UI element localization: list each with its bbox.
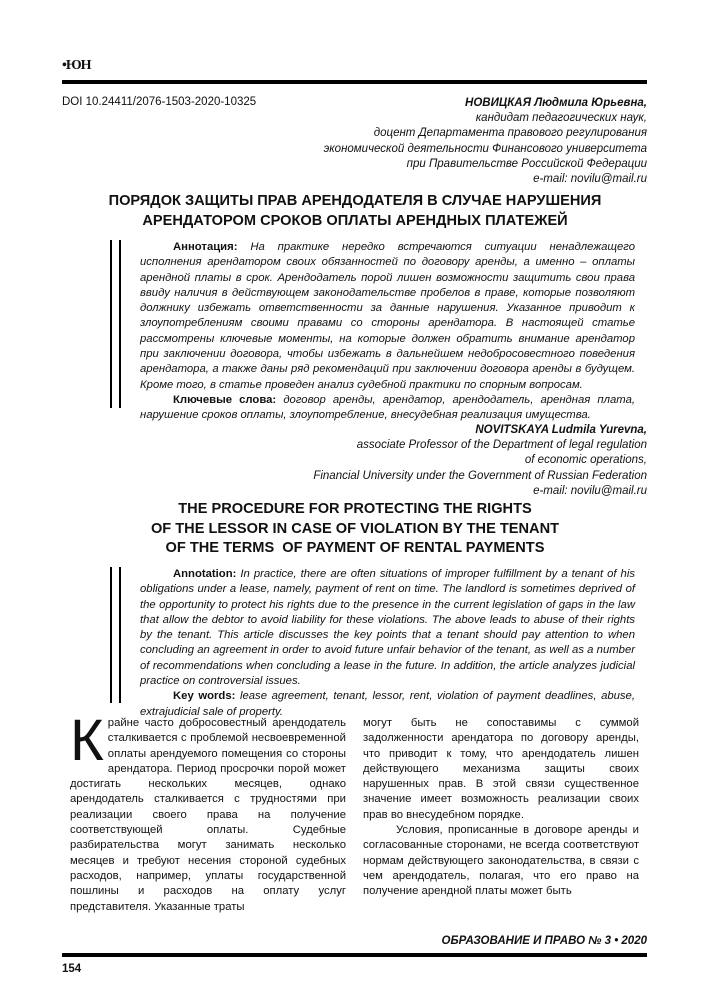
abstract-ru bbox=[140, 240, 635, 424]
author-name-en: NOVITSKAYA Ludmila Yurevna, bbox=[475, 424, 647, 436]
body-paragraph: райне часто добросовестный арендодатель сталкивается с проблемой несвоевременной оплаты арендуемого помещения со стороны арендатора. Период просрочки порой может достигать нескольких месяцев, однако арендодатель сталкивается с трудностями при реализации своего права на получение соответствующей оплаты. Судебные разбирательства могут занимать несколько месяцев и требуют несения стороной судебных расходов, например, уплаты государственной пошлины и расходов на оплату услуг представителя. Указанные траты bbox=[70, 717, 346, 913]
author-info-en bbox=[313, 423, 647, 499]
header-rule bbox=[62, 80, 647, 84]
author-affiliation-en: Financial University under the Government of Russian Federation bbox=[313, 469, 647, 482]
footer-rule bbox=[62, 953, 647, 957]
body-column-right bbox=[363, 716, 639, 900]
keywords-ru: договор аренды, арендатор, арендодатель, арендная плата, нарушение сроков оплаты, злоупотребление, внесудебная реализация имущества. bbox=[140, 393, 636, 422]
journal-issue: ОБРАЗОВАНИЕ И ПРАВО № 3 • 2020 bbox=[441, 935, 647, 947]
author-info-ru bbox=[324, 96, 647, 187]
body-paragraph: могут быть не сопоставимы с суммой задолженности арендатора по договору аренды, что приводит к тому, что арендодатель лишен действующего механизма защиты своих нарушенных прав. В этой связи существенное значение имеет возможность реализации своих прав во внесудебном порядке. bbox=[363, 717, 639, 821]
abstract-text-en: In practice, there are often situations of improper fulfillment by a tenant of his obligations under a lease, namely, payment of rent on time. The landlord is sometimes deprived of the opportunity to protect his rights due to the presence in the current legislation of gaps in the law that allow the debtor to avoid liability for these violations. The above leads to abuse of their rights by the tenant. This article discusses the key points that a tenant should pay attention to when concluding an agreement in order to avoid future unfair behavior of the tenant, as well as a number of recommendations when concluding a lease in the future. In addition, the article analyzes judicial practice on controversial issues. bbox=[140, 568, 635, 688]
author-position-ru: доцент Департамента правового регулирования bbox=[373, 127, 647, 140]
title-en-line: THE PROCEDURE FOR PROTECTING THE RIGHTS bbox=[178, 501, 532, 517]
abstract-label-en: Annotation: bbox=[173, 568, 237, 580]
body-column-left bbox=[70, 708, 346, 915]
title-en-line: OF THE TERMS OF PAYMENT OF RENTAL PAYMENTS bbox=[165, 540, 545, 556]
drop-cap: К bbox=[70, 708, 104, 773]
body-paragraph: Условия, прописанные в договоре аренды и согласованные сторонами, не всегда соответствуют нормам действующего законодательства, в связи с чем арендодатель, полагая, что его право на получение арендной платы может быть bbox=[363, 824, 639, 898]
author-position-en: associate Professor of the Department of legal regulation bbox=[356, 439, 647, 452]
title-ru-line: АРЕНДАТОРОМ СРОКОВ ОПЛАТЫ АРЕНДНЫХ ПЛАТЕЖЕЙ bbox=[142, 212, 568, 229]
keywords-label-en: Key words: bbox=[173, 690, 236, 703]
abstract-side-rule bbox=[110, 240, 121, 408]
abstract-en bbox=[140, 567, 635, 720]
author-degree-ru: кандидат педагогических наук, bbox=[475, 112, 647, 125]
title-en-line: OF THE LESSOR IN CASE OF VIOLATION BY THE TENANT bbox=[150, 520, 560, 537]
author-position2-en: of economic operations, bbox=[524, 454, 647, 467]
doi: DOI 10.24411/2076-1503-2020-10325 bbox=[62, 96, 257, 108]
abstract-side-rule bbox=[110, 567, 121, 703]
page-number: 154 bbox=[62, 963, 82, 975]
author-affiliation2-ru: при Правительстве Российской Федерации bbox=[406, 157, 647, 170]
keywords-label-ru: Ключевые слова: bbox=[173, 393, 277, 406]
author-email-en: e-mail: novilu@mail.ru bbox=[533, 484, 647, 497]
article-title-en bbox=[70, 500, 640, 559]
journal-logo: •ЮН bbox=[62, 58, 91, 73]
abstract-label-ru: Аннотация: bbox=[173, 241, 238, 253]
article-title-ru bbox=[70, 192, 640, 231]
title-ru-line: ПОРЯДОК ЗАЩИТЫ ПРАВ АРЕНДОДАТЕЛЯ В СЛУЧАЕ НАРУШЕНИЯ bbox=[108, 193, 602, 209]
author-affiliation-ru: экономической деятельности Финансового университета bbox=[323, 142, 647, 155]
author-name-ru: НОВИЦКАЯ Людмила Юрьевна, bbox=[465, 97, 647, 109]
abstract-text-ru: На практике нередко встречаются ситуации ненадлежащего исполнения арендатором своих обязанностей по договору аренды, а именно – оплаты арендной платы в срок. Арендодатель порой лишен возможности защитить свои права ввиду наличия в действующем законодательстве пробелов в праве, которые позволяют должнику избежать ответственности за данные нарушения. Указанное приводит к злоупотреблениям своими правами со стороны арендатора. В настоящей статье рассмотрены ключевые моменты, на которые должен обратить внимание арендатор при заключении договора, чтобы избежать в дальнейшем недобросовестного поведения арендатора, а также даны ряд рекомендаций при заключении договора аренды в будущем. Кроме того, в статье проведен анализ судебной практики по спорным вопросам. bbox=[140, 241, 635, 391]
author-email-ru: e-mail: novilu@mail.ru bbox=[533, 173, 647, 186]
keywords-en: lease agreement, tenant, lessor, rent, violation of payment deadlines, abuse, extrajudicial sale of property. bbox=[140, 690, 635, 718]
